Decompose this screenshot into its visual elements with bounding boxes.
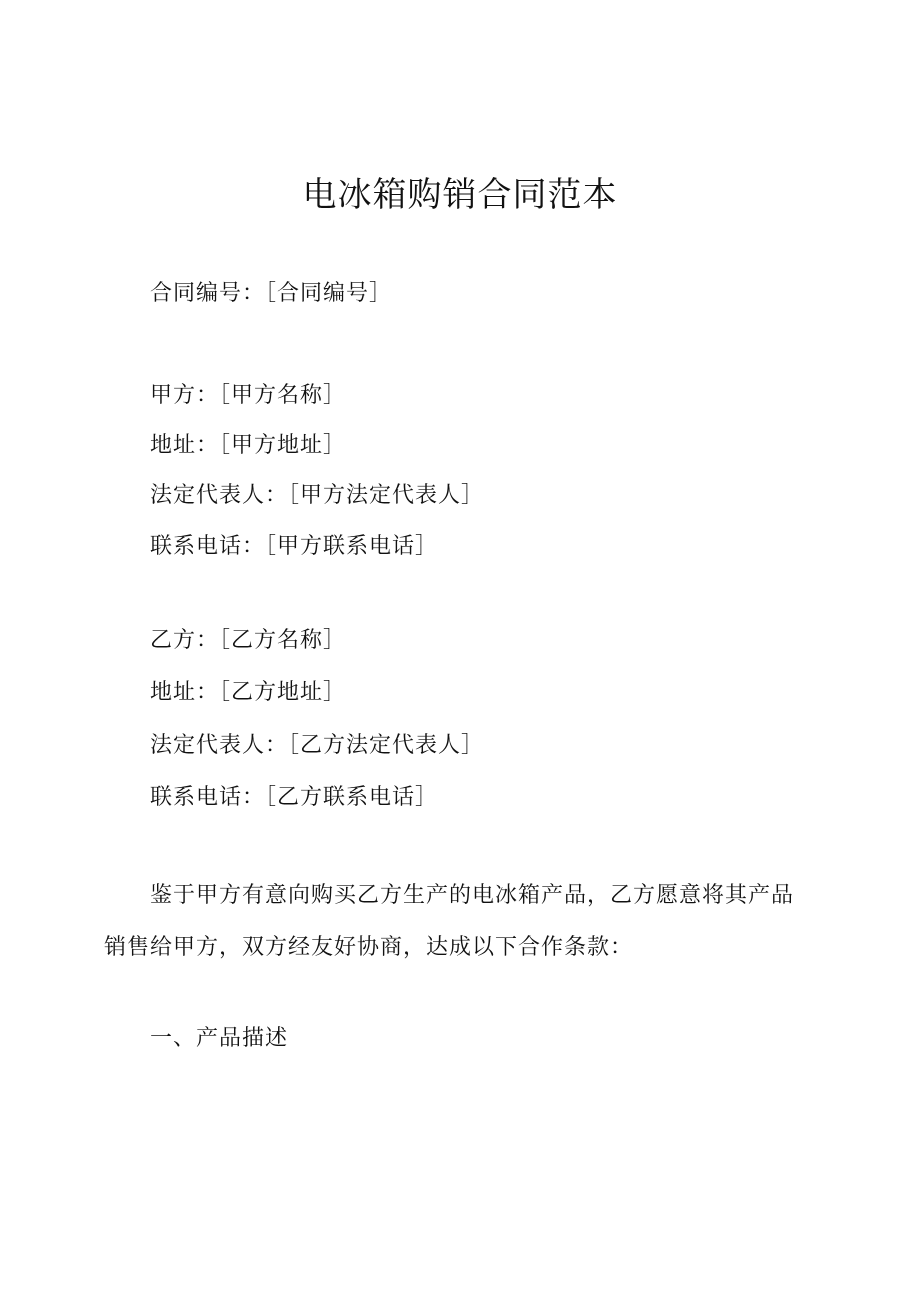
party-b-phone: 联系电话：［乙方联系电话］ [150,785,439,810]
document-title: 电冰箱购销合同范本 [302,175,618,215]
party-a-phone: 联系电话：［甲方联系电话］ [150,534,439,559]
party-a-legal-rep: 法定代表人：［甲方法定代表人］ [150,483,485,508]
contract-number: 合同编号：［合同编号］ [150,281,393,306]
party-a-address: 地址：［甲方地址］ [150,433,347,458]
party-a-name: 甲方：［甲方名称］ [150,383,347,408]
intro-paragraph: 鉴于甲方有意向购买乙方生产的电冰箱产品，乙方愿意将其产品销售给甲方，双方经友好协商，达成以下合作条款： [104,883,795,960]
party-b-address: 地址：［乙方地址］ [150,680,347,705]
party-b-name: 乙方：［乙方名称］ [150,628,347,653]
section-heading-product-description: 一、产品描述 [150,1026,289,1051]
party-b-legal-rep: 法定代表人：［乙方法定代表人］ [150,733,485,758]
